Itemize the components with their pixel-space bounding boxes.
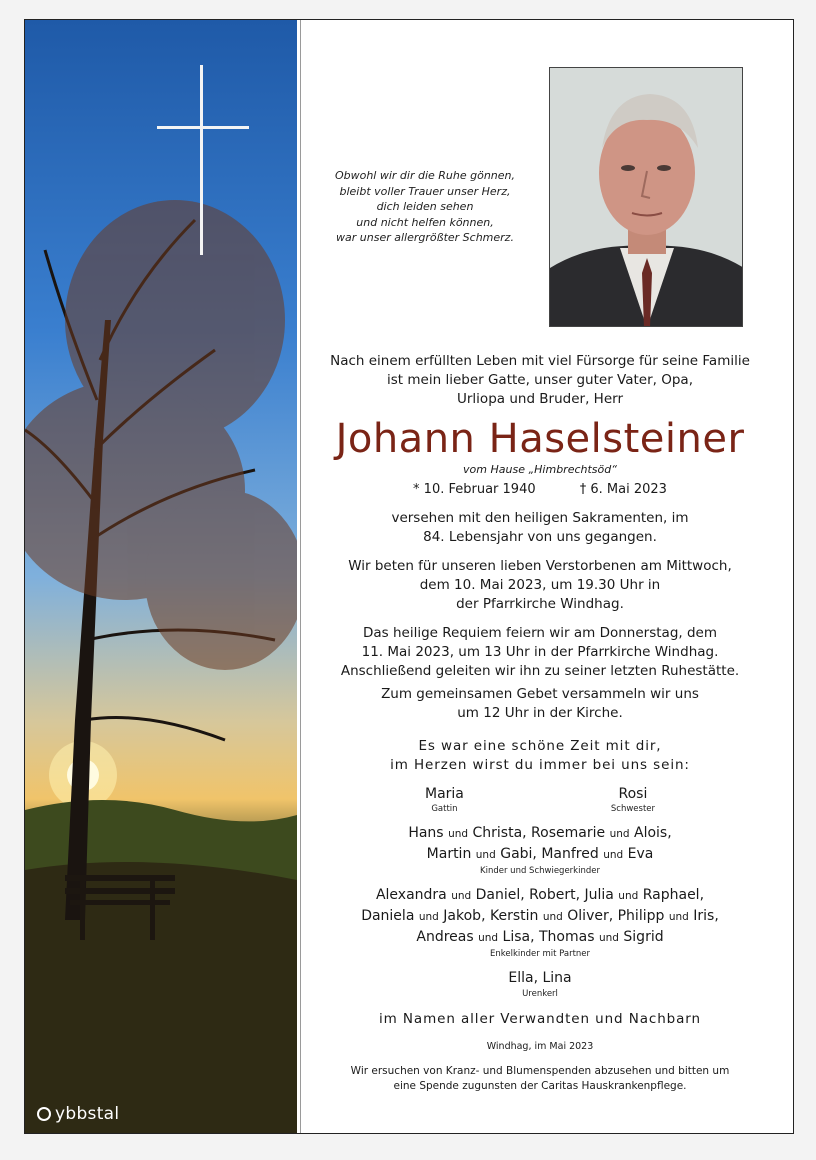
prayer-line: dem 10. Mai 2023, um 19.30 Uhr in bbox=[419, 577, 661, 593]
intro-line: Nach einem erfüllten Leben mit viel Fürsorge für seine Familie bbox=[330, 353, 750, 369]
farewell-block bbox=[315, 737, 765, 775]
farewell-line: Es war eine schöne Zeit mit dir, bbox=[418, 738, 662, 754]
intro-line: Urliopa und Bruder, Herr bbox=[457, 391, 623, 407]
brand-mark-icon bbox=[37, 1107, 51, 1121]
spouse-role: Gattin bbox=[431, 804, 458, 814]
poem-line: und nicht helfen können, bbox=[356, 215, 494, 229]
birth-date: * 10. Februar 1940 bbox=[413, 482, 536, 497]
requiem-line: Anschließend geleiten wir ihn zu seiner letzten Ruhestätte. bbox=[340, 663, 740, 679]
children-role: Kinder und Schwiegerkinder bbox=[480, 866, 600, 876]
brand-logo bbox=[37, 1104, 119, 1124]
house-name: vom Hause „Himbrechtsöd“ bbox=[463, 463, 617, 476]
brand-text: ybbstal bbox=[55, 1104, 120, 1124]
grandchildren-role: Enkelkinder mit Partner bbox=[489, 949, 591, 959]
grandchildren-block bbox=[315, 885, 765, 960]
children-block bbox=[315, 823, 765, 877]
donation-line: Wir ersuchen von Kranz- und Blumenspenden abzusehen und bitten um bbox=[350, 1065, 730, 1077]
intro-line: ist mein lieber Gatte, unser guter Vater, Opa, bbox=[387, 372, 693, 388]
great-grandchildren-block bbox=[315, 968, 765, 1000]
poem-line: war unser allergrößter Schmerz. bbox=[336, 231, 514, 244]
portrait-figure bbox=[550, 68, 743, 327]
relatives-line: im Namen aller Verwandten und Nachbarn bbox=[379, 1011, 701, 1027]
prayer-line: der Pfarrkirche Windhag. bbox=[456, 596, 624, 612]
divider-line-shadow bbox=[300, 20, 301, 1133]
great-grandchildren-names: Ella, Lina bbox=[508, 970, 572, 986]
prayer-line: Wir beten für unseren lieben Verstorbenen am Mittwoch, bbox=[348, 558, 732, 574]
tree-silhouette bbox=[25, 20, 297, 1133]
portrait-photo bbox=[549, 67, 743, 327]
sister bbox=[611, 785, 655, 815]
sister-name: Rosi bbox=[618, 786, 648, 802]
gathering-line: um 12 Uhr in der Kirche. bbox=[457, 705, 623, 721]
grandchildren-line: Alexandra und Daniel, Robert, Julia und Raphael, bbox=[375, 887, 705, 903]
prayer-block bbox=[315, 557, 765, 614]
sister-role: Schwester bbox=[610, 804, 655, 814]
requiem-line: Das heilige Requiem feiern wir am Donnerstag, dem bbox=[363, 625, 717, 641]
place-date: Windhag, im Mai 2023 bbox=[486, 1041, 594, 1052]
spouse-sister bbox=[425, 785, 655, 815]
requiem-line: 11. Mai 2023, um 13 Uhr in der Pfarrkirche Windhag. bbox=[361, 644, 719, 660]
sacraments-line: versehen mit den heiligen Sakramenten, im bbox=[391, 510, 689, 526]
spouse-name: Maria bbox=[425, 786, 464, 802]
death-date: † 6. Mai 2023 bbox=[579, 482, 667, 497]
sacraments-block bbox=[315, 509, 765, 547]
donation-line: eine Spende zugunsten der Caritas Hauskrankenpflege. bbox=[393, 1080, 687, 1092]
children-line: Martin und Gabi, Manfred und Eva bbox=[426, 846, 654, 862]
poem-line: bleibt voller Trauer unser Herz, bbox=[339, 184, 511, 198]
sacraments-line: 84. Lebensjahr von uns gegangen. bbox=[423, 529, 657, 545]
main-text bbox=[315, 352, 765, 1094]
grandchildren-line: Andreas und Lisa, Thomas und Sigrid bbox=[416, 929, 664, 945]
donation-note bbox=[315, 1064, 765, 1094]
parte-card bbox=[24, 19, 794, 1134]
sunset-tree-photo bbox=[25, 20, 297, 1133]
poem-line: Obwohl wir dir die Ruhe gönnen, bbox=[334, 169, 516, 182]
spouse bbox=[425, 785, 464, 815]
memorial-poem bbox=[315, 168, 535, 246]
farewell-line: im Herzen wirst du immer bei uns sein: bbox=[390, 757, 690, 773]
cross-icon-vertical bbox=[200, 65, 203, 255]
gathering-line: Zum gemeinsamen Gebet versammeln wir uns bbox=[381, 686, 699, 702]
requiem-block bbox=[315, 624, 765, 681]
cross-icon-horizontal bbox=[157, 126, 249, 129]
children-line: Hans und Christa, Rosemarie und Alois, bbox=[408, 825, 672, 841]
gathering-block bbox=[315, 685, 765, 723]
poem-line: dich leiden sehen bbox=[376, 200, 474, 213]
grandchildren-line: Daniela und Jakob, Kerstin und Oliver, Philipp und Iris, bbox=[361, 908, 719, 924]
deceased-name: Johann Haselsteiner bbox=[335, 416, 745, 462]
life-dates bbox=[315, 482, 765, 497]
great-grandchildren-role: Urenkerl bbox=[522, 989, 558, 999]
